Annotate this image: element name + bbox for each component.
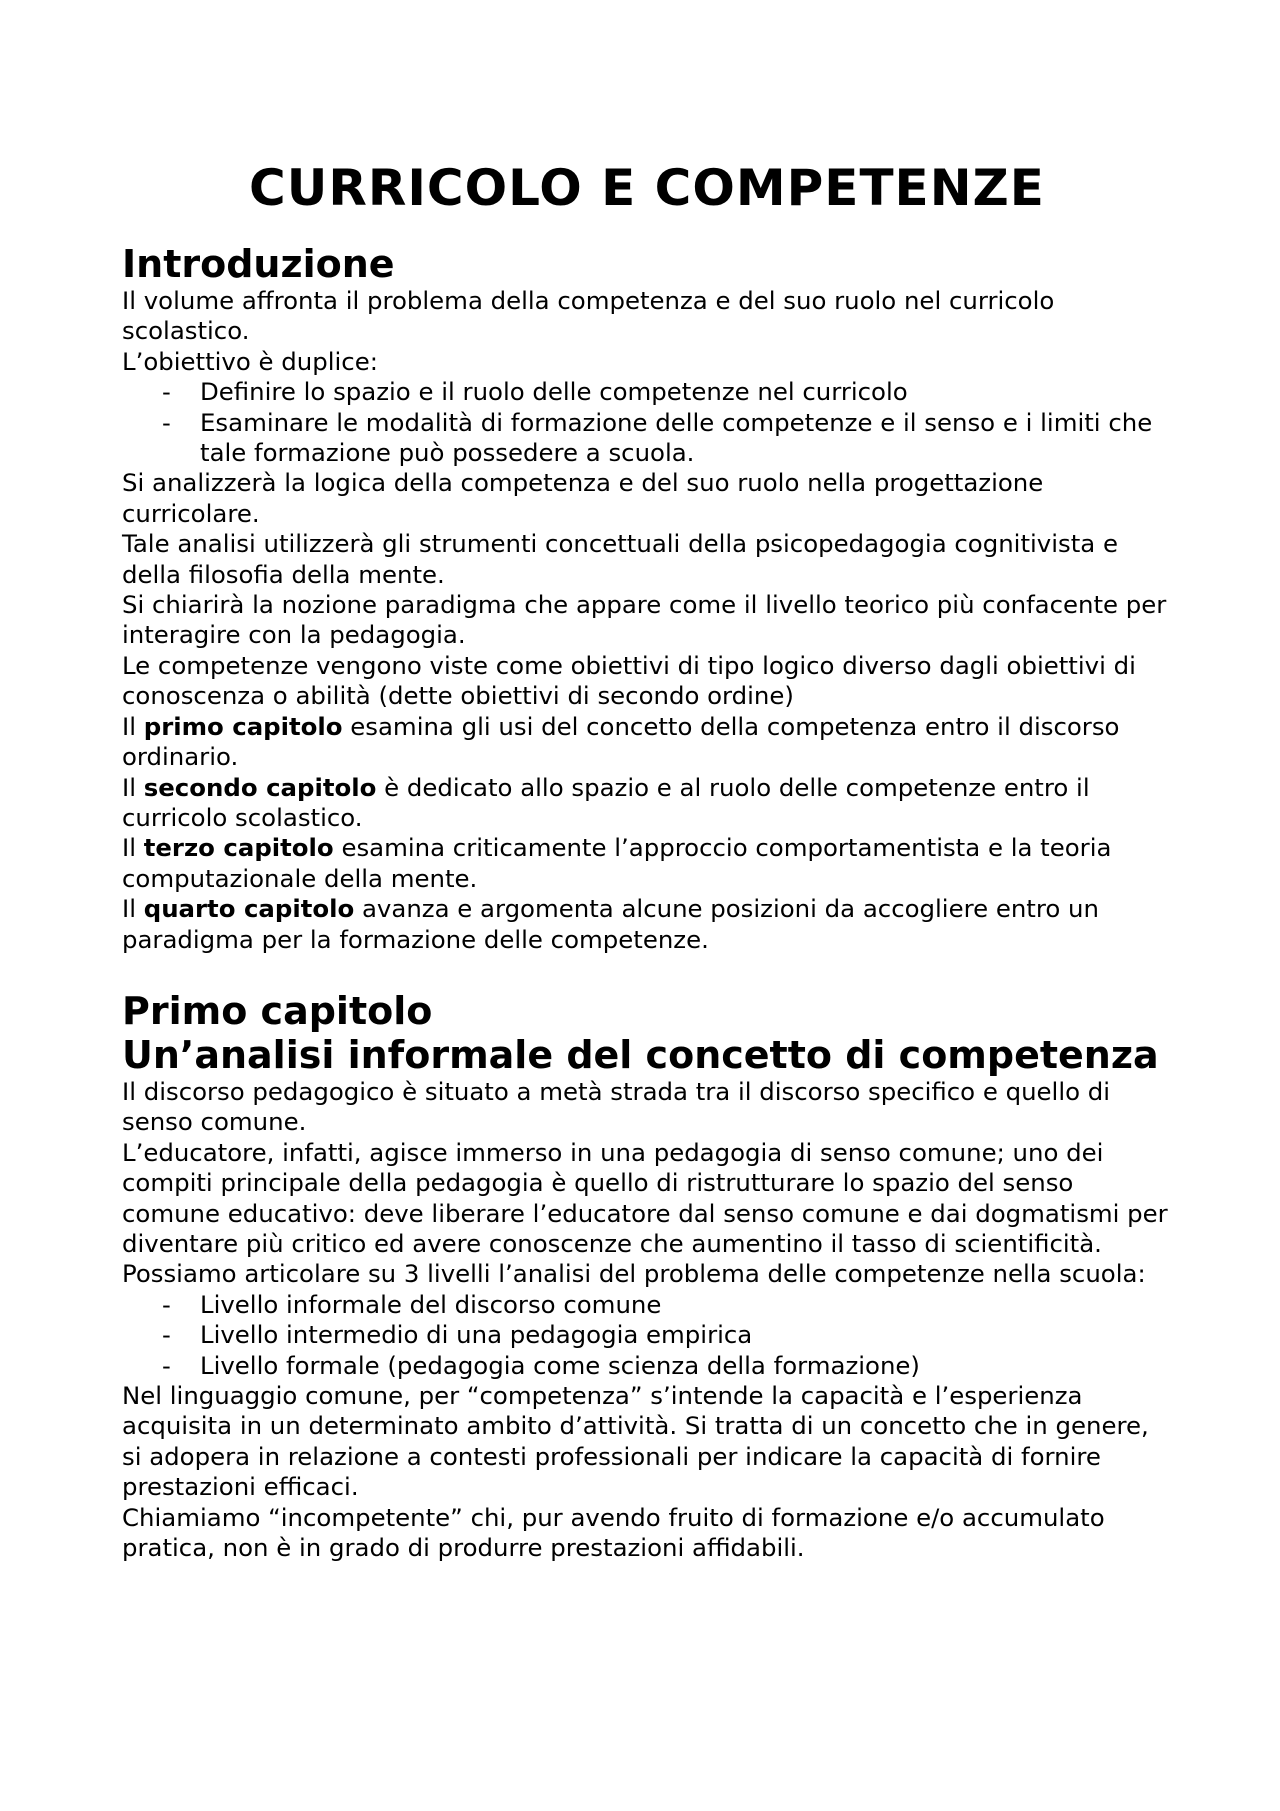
list-marker: - [162, 407, 171, 437]
chapter-summary-3 [122, 833, 1172, 894]
document-title: CURRICOLO E COMPETENZE [249, 159, 1045, 217]
intro-paragraph-1: Il volume affronta il problema della competenza e del suo ruolo nel curricolo scolastico. [122, 286, 1055, 346]
list-item-text: Livello intermedio di una pedagogia empirica [200, 1320, 753, 1350]
text-run: Il [122, 894, 144, 924]
list-marker: - [162, 1320, 171, 1350]
chapter1-paragraph-4: Nel linguaggio comune, per “competenza” s’intende la capacità e l’esperienza acquisita in un determinato ambito d’attività. Si tratta di un concetto che in genere, si adopera in relazione a contesti professionali per indicare la capacità di fornire prestazioni efficaci. [122, 1381, 1149, 1502]
list-marker: - [162, 377, 171, 407]
chapter1-heading: Primo capitolo [122, 988, 433, 1033]
intro-paragraph-6: Le competenze vengono viste come obiettivi di tipo logico diverso dagli obiettivi di conoscenza o abilità (dette obiettivi di secondo ordine) [122, 650, 1136, 711]
chapter-summary-2 [122, 773, 1172, 834]
intro-paragraph-3: Si analizzerà la logica della competenza e del suo ruolo nella progettazione curricolare. [122, 468, 1044, 528]
list-marker: - [162, 1350, 171, 1380]
chapter1-paragraph-5: Chiamiamo “incompetente” chi, pur avendo fruito di formazione e/o accumulato pratica, non è in grado di produrre prestazioni affidabili. [122, 1502, 1105, 1563]
list-item [122, 1290, 1172, 1320]
chapter1-paragraph-1: Il discorso pedagogico è situato a metà strada tra il discorso specifico e quello di senso comune. [122, 1076, 1111, 1137]
list-item-text: Definire lo spazio e il ruolo delle competenze nel curricolo [200, 377, 908, 407]
list-item [122, 408, 1172, 469]
chapter-summary-4 [122, 894, 1172, 955]
chapter-ref: quarto capitolo [143, 894, 355, 924]
text-run: avanza e argomenta alcune posizioni da accogliere entro un paradigma per la formazione delle competenze. [122, 894, 1099, 954]
chapter1-subheading: Un’analisi informale del concetto di competenza [122, 1032, 1159, 1077]
document-page [122, 0, 1172, 1563]
list-item [122, 1351, 1172, 1381]
intro-paragraph-4: Tale analisi utilizzerà gli strumenti concettuali della psicopedagogia cognitivista e della filosofia della mente. [122, 529, 1118, 589]
text-run: esamina criticamente l’approccio comportamentista e la teoria computazionale della mente. [122, 833, 1112, 893]
list-item-text: Livello formale (pedagogia come scienza della formazione) [200, 1350, 920, 1380]
chapter-ref: primo capitolo [143, 711, 343, 741]
text-run: Il [122, 772, 144, 802]
chapter-summary-1 [122, 712, 1172, 773]
intro-goal-list [122, 377, 1172, 468]
intro-heading: Introduzione [122, 242, 395, 286]
intro-paragraph-2: L’obiettivo è duplice: [122, 346, 378, 376]
text-run: è dedicato allo spazio e al ruolo delle competenze entro il curricolo scolastico. [122, 772, 1090, 832]
text-run: Il [122, 711, 144, 741]
list-item-text: Livello informale del discorso comune [200, 1289, 662, 1319]
text-run: esamina gli usi del concetto della competenza entro il discorso ordinario. [122, 711, 1120, 772]
list-item-text: Esaminare le modalità di formazione delle competenze e il senso e i limiti che tale formazione può possedere a scuola. [200, 407, 1153, 468]
list-item [122, 377, 1172, 407]
intro-paragraph-5: Si chiarirà la nozione paradigma che appare come il livello teorico più confacente per interagire con la pedagogia. [122, 590, 1167, 650]
chapter1-levels-list [122, 1290, 1172, 1381]
list-item [122, 1320, 1172, 1350]
text-run: Il [122, 833, 144, 863]
list-marker: - [162, 1289, 171, 1319]
chapter-ref: terzo capitolo [143, 833, 334, 863]
chapter1-paragraph-2: L’educatore, infatti, agisce immerso in una pedagogia di senso comune; uno dei compiti principale della pedagogia è quello di ristrutturare lo spazio del senso comune educativo: deve liberare l’educatore dal senso comune e dai dogmatismi per diventare più critico ed avere conoscenze che aumentino il tasso di scientificità. [122, 1137, 1168, 1258]
chapter1-paragraph-3: Possiamo articolare su 3 livelli l’analisi del problema delle competenze nella scuola: [122, 1259, 1146, 1289]
chapter-ref: secondo capitolo [143, 772, 377, 802]
